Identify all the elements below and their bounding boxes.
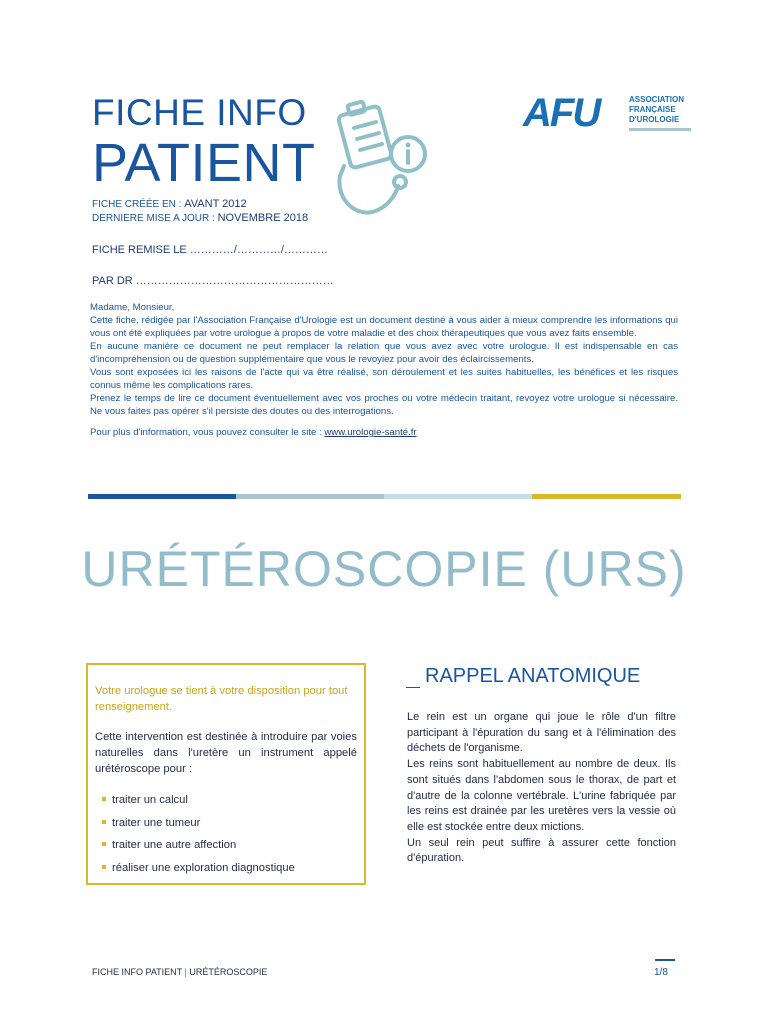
footer-right-title: URÉTÉROSCOPIE [189, 967, 268, 977]
urologie-sante-link[interactable]: www.urologie-santé.fr [324, 427, 417, 438]
footer-separator: | [184, 967, 187, 977]
divider-segment-2 [236, 494, 384, 499]
info-icon [391, 137, 425, 171]
heading-dash [406, 687, 420, 689]
afu-logo-line3: D'UROLOGIE [629, 115, 680, 124]
more-info-text: Pour plus d'information, vous pouvez consulter le site : [90, 427, 325, 438]
page-number-line [655, 959, 675, 961]
created-label: FICHE CRÉÉE EN : [92, 199, 182, 210]
list-item-text: traiter une tumeur [112, 816, 201, 829]
afu-logo [523, 91, 698, 137]
intro-paragraph: Cette fiche, rédigée par l'Association Française d'Urologie est un document destiné à vous aider à mieux comprendre les informations qui vous ont été expliquées par votre urologue à propos de votre maladie et des choix thérapeutiques que vous avez faits ensemble. [90, 315, 678, 339]
clipboard-icon [338, 101, 393, 168]
more-info [90, 426, 678, 439]
rappel-paragraph: Les reins sont habituellement au nombre de deux. Ils sont situés dans l'abdomen sous le thorax, de part et d'autre de la colonne vertébrale. L'urine fabriquée par les reins est drainée par les uretères vers la vessie où elle est stockée entre deux mictions. [407, 758, 676, 833]
list-item-text: traiter une autre affection [112, 839, 237, 852]
list-item [102, 789, 295, 812]
divider-segment-1 [88, 494, 236, 499]
divider-segment-3 [384, 494, 532, 499]
afu-logo-line1: ASSOCIATION [629, 95, 684, 104]
afu-logo-line2: FRANÇAISE [629, 105, 676, 114]
list-item-text: réaliser une exploration diagnostique [112, 862, 295, 875]
updated-label: DERNIERE MISE A JOUR : [92, 213, 215, 224]
divider-segment-4 [532, 494, 681, 499]
afu-logo-mark: AFU [523, 91, 600, 135]
intro-paragraph: Madame, Monsieur, [90, 302, 175, 313]
rappel-paragraph: Le rein est un organe qui joue le rôle d'un filtre participant à l'épuration du sang et à l'élimination des déchets de l'organisme. [407, 711, 676, 755]
bullet-square-icon [102, 842, 106, 846]
fiche-remise-field: FICHE REMISE LE …………/…………/………… [92, 244, 328, 256]
intro-paragraph: Prenez le temps de lire ce document éventuellement avec vos proches ou votre médecin traitant, revoyez votre urologue si nécessaire. Ne vous faites pas opérer s'il persiste des doutes ou des interrogations. [90, 393, 678, 417]
created-value: AVANT 2012 [184, 198, 247, 210]
rappel-heading [406, 665, 640, 688]
afu-logo-underline [629, 128, 691, 131]
bullet-square-icon [102, 820, 106, 824]
intro-text [90, 301, 678, 439]
list-item [102, 812, 295, 835]
footer-left-text: FICHE INFO PATIENT [92, 967, 183, 977]
intro-paragraph: En aucune manière ce document ne peut remplacer la relation que vous avez avec votre urologue. Il est indispensable en cas d'incompréhension ou de question supplémentaire que vous le revoyiez pour avoir des éclaircissements. [90, 341, 678, 365]
procedure-title: URÉTÉROSCOPIE (URS) [81, 541, 687, 597]
bullet-square-icon [102, 797, 106, 801]
meta-updated [92, 212, 308, 224]
title-fiche-info: FICHE INFO [92, 92, 307, 133]
page-number: 1/8 [654, 967, 668, 978]
rappel-paragraph: Un seul rein peut suffire à assurer cette fonction d'épuration. [407, 836, 676, 865]
info-box-list [102, 789, 295, 880]
title-patient: PATIENT [92, 133, 316, 193]
info-box [86, 663, 366, 885]
rappel-heading-text: RAPPEL ANATOMIQUE [425, 665, 641, 687]
updated-value: NOVEMBRE 2018 [217, 212, 309, 224]
list-item [102, 834, 295, 857]
footer-title [92, 967, 267, 977]
bullet-square-icon [102, 865, 106, 869]
stethoscope-icon [339, 166, 406, 213]
info-box-highlight: Votre urologue se tient à votre disposition pour tout renseignement. [95, 685, 348, 713]
medical-illustration [330, 94, 440, 226]
info-box-text: Cette intervention est destinée à introduire par voies naturelles dans l'uretère un instrument appelé urétéroscope pour : [95, 731, 357, 775]
rappel-text [407, 710, 676, 867]
list-item [102, 857, 295, 880]
meta-created [92, 198, 247, 210]
intro-paragraph: Vous sont exposées ici les raisons de l'acte qui va être réalisé, son déroulement et les suites habituelles, les bénéfices et les risques connus même les complications rares. [90, 367, 678, 391]
list-item-text: traiter un calcul [112, 794, 188, 806]
par-dr-field: PAR DR ……………………………………………… [92, 275, 334, 287]
